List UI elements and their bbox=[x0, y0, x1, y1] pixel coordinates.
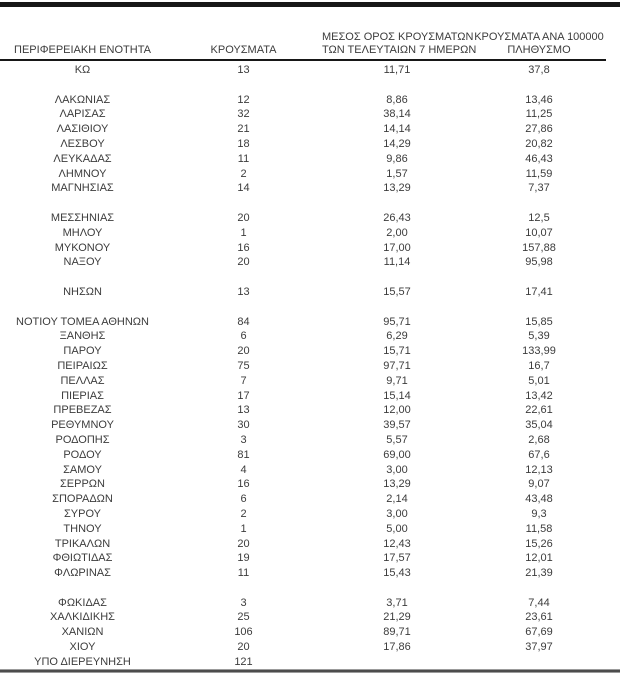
avg7-cell: 9,71 bbox=[386, 374, 408, 387]
table-row bbox=[0, 522, 606, 537]
cases-cell: 20 bbox=[237, 256, 250, 269]
spacer-row bbox=[0, 581, 606, 596]
table-row bbox=[0, 477, 606, 492]
avg7-cell: 69,00 bbox=[383, 448, 411, 461]
cases-cell: 13 bbox=[237, 64, 250, 76]
avg7-cell: 17,57 bbox=[383, 552, 411, 565]
cases-cell: 3 bbox=[240, 596, 247, 609]
spacer-cell bbox=[0, 78, 606, 93]
table-row bbox=[0, 152, 606, 167]
avg7-cell: 13,29 bbox=[383, 478, 411, 491]
region-cell: ΝΗΣΩΝ bbox=[63, 285, 102, 298]
region-cell: ΡΟΔΟΠΗΣ bbox=[55, 433, 110, 446]
col-header-avg7-line2: ΤΩΝ ΤΕΛΕΥΤΑΙΩΝ 7 ΗΜΕΡΩΝ bbox=[322, 44, 477, 56]
per100k-cell bbox=[472, 655, 606, 670]
per100k-cell: 95,98 bbox=[525, 256, 553, 269]
region-cell: ΛΑΚΩΝΙΑΣ bbox=[54, 93, 111, 106]
avg7-cell: 3,00 bbox=[386, 463, 408, 476]
per100k-cell: 7,44 bbox=[528, 596, 550, 609]
avg7-cell: 97,71 bbox=[383, 359, 411, 372]
cases-cell: 20 bbox=[237, 211, 250, 224]
per100k-cell: 15,85 bbox=[525, 315, 553, 328]
table-row bbox=[0, 448, 606, 463]
cases-cell: 2 bbox=[240, 167, 247, 180]
cases-cell: 13 bbox=[237, 404, 250, 417]
per100k-cell: 157,88 bbox=[522, 241, 556, 254]
avg7-cell: 1,57 bbox=[386, 167, 408, 180]
table-row bbox=[0, 107, 606, 122]
per100k-cell: 7,37 bbox=[528, 182, 550, 195]
region-cell: ΣΕΡΡΩΝ bbox=[60, 478, 105, 491]
avg7-cell: 17,00 bbox=[383, 241, 411, 254]
cases-cell: 14 bbox=[237, 182, 250, 195]
table-row bbox=[0, 60, 606, 78]
avg7-cell: 11,14 bbox=[383, 256, 411, 269]
cases-cell: 21 bbox=[237, 123, 250, 136]
avg7-cell: 3,71 bbox=[386, 596, 408, 609]
table-row bbox=[0, 403, 606, 418]
table-body bbox=[0, 60, 606, 670]
region-cell: ΤΗΝΟΥ bbox=[63, 522, 102, 535]
region-cell: ΛΕΥΚΑΔΑΣ bbox=[53, 152, 112, 165]
per100k-cell: 15,26 bbox=[525, 537, 553, 550]
region-cell: ΛΕΣΒΟΥ bbox=[60, 137, 105, 150]
table-row bbox=[0, 566, 606, 581]
avg7-cell: 15,57 bbox=[383, 285, 411, 298]
avg7-cell: 5,57 bbox=[386, 433, 408, 446]
avg7-cell: 12,00 bbox=[383, 404, 411, 417]
table-row bbox=[0, 625, 606, 640]
col-header-avg7 bbox=[322, 7, 477, 60]
region-cell: ΜΑΓΝΗΣΙΑΣ bbox=[51, 182, 114, 195]
cases-cell: 32 bbox=[237, 108, 250, 121]
cases-cell: 81 bbox=[237, 448, 250, 461]
cases-cell: 6 bbox=[240, 330, 247, 343]
per100k-cell: 67,69 bbox=[525, 626, 553, 639]
per100k-cell: 27,86 bbox=[525, 123, 553, 136]
cases-cell: 121 bbox=[234, 655, 253, 668]
cases-cell: 20 bbox=[237, 345, 250, 358]
cases-cell: 25 bbox=[237, 611, 250, 624]
avg7-cell: 2,00 bbox=[386, 226, 408, 239]
per100k-cell: 37,97 bbox=[525, 641, 553, 654]
col-header-per100k-line1: ΚΡΟΥΣΜΑΤΑ ΑΝΑ 100000 bbox=[474, 31, 604, 43]
per100k-cell: 43,48 bbox=[525, 493, 553, 506]
avg7-cell: 2,14 bbox=[386, 493, 408, 506]
region-cell: ΠΑΡΟΥ bbox=[63, 345, 102, 358]
per100k-cell: 46,43 bbox=[525, 152, 553, 165]
cases-cell: 1 bbox=[240, 522, 247, 535]
region-cell: ΞΑΝΘΗΣ bbox=[59, 330, 106, 343]
region-cell: ΧΙΟΥ bbox=[69, 641, 96, 654]
table-row bbox=[0, 255, 606, 270]
region-cell: ΠΙΕΡΙΑΣ bbox=[61, 389, 104, 402]
table-row bbox=[0, 640, 606, 655]
avg7-cell: 15,43 bbox=[383, 567, 411, 580]
spacer-cell bbox=[0, 196, 606, 211]
table-row bbox=[0, 241, 606, 256]
per100k-cell: 17,41 bbox=[525, 285, 553, 298]
header-row bbox=[0, 7, 606, 60]
table-row bbox=[0, 315, 606, 330]
cases-cell: 3 bbox=[240, 433, 247, 446]
per100k-cell: 10,07 bbox=[525, 226, 553, 239]
spacer-cell bbox=[0, 270, 606, 285]
col-header-region bbox=[0, 7, 165, 60]
avg7-cell: 5,00 bbox=[386, 522, 408, 535]
cases-cell: 16 bbox=[237, 241, 250, 254]
per100k-cell: 12,13 bbox=[525, 463, 553, 476]
cases-cell: 20 bbox=[237, 537, 250, 550]
table-row bbox=[0, 122, 606, 137]
cases-cell: 30 bbox=[237, 419, 250, 432]
table-row bbox=[0, 596, 606, 611]
per100k-cell: 9,07 bbox=[528, 478, 550, 491]
per100k-cell: 37,8 bbox=[528, 64, 550, 76]
per100k-cell: 20,82 bbox=[525, 137, 553, 150]
table-row bbox=[0, 537, 606, 552]
cases-cell: 4 bbox=[240, 463, 247, 476]
col-header-avg7-line1: ΜΕΣΟΣ ΟΡΟΣ ΚΡΟΥΣΜΑΤΩΝ bbox=[322, 31, 474, 43]
spacer-row bbox=[0, 270, 606, 285]
table-row bbox=[0, 137, 606, 152]
table-row bbox=[0, 492, 606, 507]
cases-cell: 11 bbox=[237, 567, 250, 580]
cases-cell: 13 bbox=[237, 285, 250, 298]
cases-cell: 11 bbox=[237, 152, 250, 165]
region-cell: ΚΩ bbox=[74, 64, 91, 76]
region-cell: ΠΡΕΒΕΖΑΣ bbox=[53, 404, 112, 417]
region-cell: ΝΑΞΟΥ bbox=[63, 256, 102, 269]
cases-cell: 84 bbox=[237, 315, 250, 328]
cases-cell: 106 bbox=[234, 626, 253, 639]
per100k-cell: 11,25 bbox=[525, 108, 553, 121]
per100k-cell: 21,39 bbox=[525, 567, 553, 580]
spacer-cell bbox=[0, 300, 606, 315]
table-row bbox=[0, 374, 606, 389]
table-row bbox=[0, 226, 606, 241]
table-row bbox=[0, 610, 606, 625]
cases-cell: 75 bbox=[237, 359, 250, 372]
region-cell: ΛΑΡΙΣΑΣ bbox=[59, 108, 106, 121]
spacer-row bbox=[0, 300, 606, 315]
region-cell: ΜΕΣΣΗΝΙΑΣ bbox=[50, 211, 115, 224]
avg7-cell: 17,86 bbox=[383, 641, 411, 654]
region-cell: ΣΑΜΟΥ bbox=[63, 463, 102, 476]
per100k-cell: 67,6 bbox=[528, 448, 550, 461]
region-cell: ΡΟΔΟΥ bbox=[63, 448, 102, 461]
col-header-region-line1: ΠΕΡΙΦΕΡΕΙΑΚΗ ΕΝΟΤΗΤΑ bbox=[14, 44, 151, 56]
spacer-row bbox=[0, 196, 606, 211]
avg7-cell bbox=[322, 655, 472, 670]
col-header-per100k bbox=[472, 7, 606, 60]
table-row bbox=[0, 433, 606, 448]
table-row bbox=[0, 507, 606, 522]
avg7-cell: 3,00 bbox=[386, 507, 408, 520]
avg7-cell: 9,86 bbox=[386, 152, 408, 165]
spacer-row bbox=[0, 78, 606, 93]
table-row bbox=[0, 389, 606, 404]
per100k-cell: 133,99 bbox=[522, 345, 556, 358]
table-row bbox=[0, 181, 606, 196]
region-cell: ΜΗΛΟΥ bbox=[62, 226, 103, 239]
per100k-cell: 11,59 bbox=[525, 167, 553, 180]
region-cell: ΡΕΘΥΜΝΟΥ bbox=[51, 419, 114, 432]
bottom-rule bbox=[0, 669, 620, 673]
avg7-cell: 12,43 bbox=[383, 537, 411, 550]
col-header-cases bbox=[165, 7, 322, 60]
cases-cell: 6 bbox=[240, 493, 247, 506]
per100k-cell: 22,61 bbox=[525, 404, 553, 417]
per100k-cell: 12,01 bbox=[525, 552, 553, 565]
avg7-cell: 6,29 bbox=[386, 330, 408, 343]
region-cell: ΦΩΚΙΔΑΣ bbox=[58, 596, 107, 609]
region-cell: ΛΗΜΝΟΥ bbox=[58, 167, 107, 180]
region-cell: ΣΠΟΡΑΔΩΝ bbox=[52, 493, 113, 506]
region-cell: ΜΥΚΟΝΟΥ bbox=[54, 241, 111, 254]
per100k-cell: 13,46 bbox=[525, 93, 553, 106]
table-row bbox=[0, 344, 606, 359]
per100k-cell: 23,61 bbox=[525, 611, 553, 624]
cases-cell: 2 bbox=[240, 507, 247, 520]
table-row bbox=[0, 359, 606, 374]
table-row bbox=[0, 418, 606, 433]
region-cell: ΛΑΣΙΘΙΟΥ bbox=[56, 123, 109, 136]
per100k-cell: 16,7 bbox=[528, 359, 550, 372]
per100k-cell: 9,3 bbox=[531, 507, 547, 520]
per100k-cell: 5,01 bbox=[528, 374, 550, 387]
cases-cell: 17 bbox=[237, 389, 250, 402]
regional-cases-table bbox=[0, 7, 606, 670]
avg7-cell: 13,29 bbox=[383, 182, 411, 195]
region-cell: ΠΕΙΡΑΙΩΣ bbox=[57, 359, 108, 372]
region-cell: ΤΡΙΚΑΛΩΝ bbox=[54, 537, 111, 550]
cases-cell: 12 bbox=[237, 93, 250, 106]
avg7-cell: 39,57 bbox=[383, 419, 411, 432]
region-cell: ΦΘΙΩΤΙΔΑΣ bbox=[52, 552, 113, 565]
avg7-cell: 15,71 bbox=[383, 345, 411, 358]
per100k-cell: 12,5 bbox=[528, 211, 550, 224]
table-row bbox=[0, 551, 606, 566]
table-row bbox=[0, 167, 606, 182]
avg7-cell: 95,71 bbox=[383, 315, 411, 328]
per100k-cell: 5,39 bbox=[528, 330, 550, 343]
cases-cell: 20 bbox=[237, 641, 250, 654]
table-row bbox=[0, 211, 606, 226]
per100k-cell: 13,42 bbox=[525, 389, 553, 402]
avg7-cell: 89,71 bbox=[383, 626, 411, 639]
avg7-cell: 14,29 bbox=[383, 137, 411, 150]
table-row bbox=[0, 93, 606, 108]
table-row bbox=[0, 463, 606, 478]
per100k-cell: 2,68 bbox=[528, 433, 550, 446]
per100k-cell: 11,58 bbox=[525, 522, 553, 535]
avg7-cell: 8,86 bbox=[386, 93, 408, 106]
table-row bbox=[0, 329, 606, 344]
cases-cell: 18 bbox=[237, 137, 250, 150]
region-cell: ΦΛΩΡΙΝΑΣ bbox=[54, 567, 111, 580]
table-row bbox=[0, 655, 606, 670]
region-cell: ΥΠΟ ΔΙΕΡΕΥΝΗΣΗ bbox=[34, 655, 131, 668]
cases-cell: 16 bbox=[237, 478, 250, 491]
table-row bbox=[0, 285, 606, 300]
spacer-cell bbox=[0, 581, 606, 596]
cases-cell: 1 bbox=[240, 226, 247, 239]
avg7-cell: 11,71 bbox=[383, 64, 411, 76]
avg7-cell: 15,14 bbox=[383, 389, 411, 402]
region-cell: ΧΑΝΙΩΝ bbox=[61, 626, 104, 639]
avg7-cell: 26,43 bbox=[383, 211, 411, 224]
cases-cell: 7 bbox=[240, 374, 247, 387]
region-cell: ΧΑΛΚΙΔΙΚΗΣ bbox=[50, 611, 115, 624]
region-cell: ΝΟΤΙΟΥ ΤΟΜΕΑ ΑΘΗΝΩΝ bbox=[16, 315, 149, 328]
avg7-cell: 38,14 bbox=[383, 108, 411, 121]
col-header-per100k-line2: ΠΛΗΘΥΣΜΟ bbox=[507, 44, 571, 56]
region-cell: ΠΕΛΛΑΣ bbox=[60, 374, 105, 387]
col-header-cases-line1: ΚΡΟΥΣΜΑΤΑ bbox=[210, 44, 277, 56]
region-cell: ΣΥΡΟΥ bbox=[63, 507, 101, 520]
avg7-cell: 21,29 bbox=[383, 611, 411, 624]
per100k-cell: 35,04 bbox=[525, 419, 553, 432]
cases-cell: 19 bbox=[237, 552, 250, 565]
avg7-cell: 14,14 bbox=[383, 123, 411, 136]
